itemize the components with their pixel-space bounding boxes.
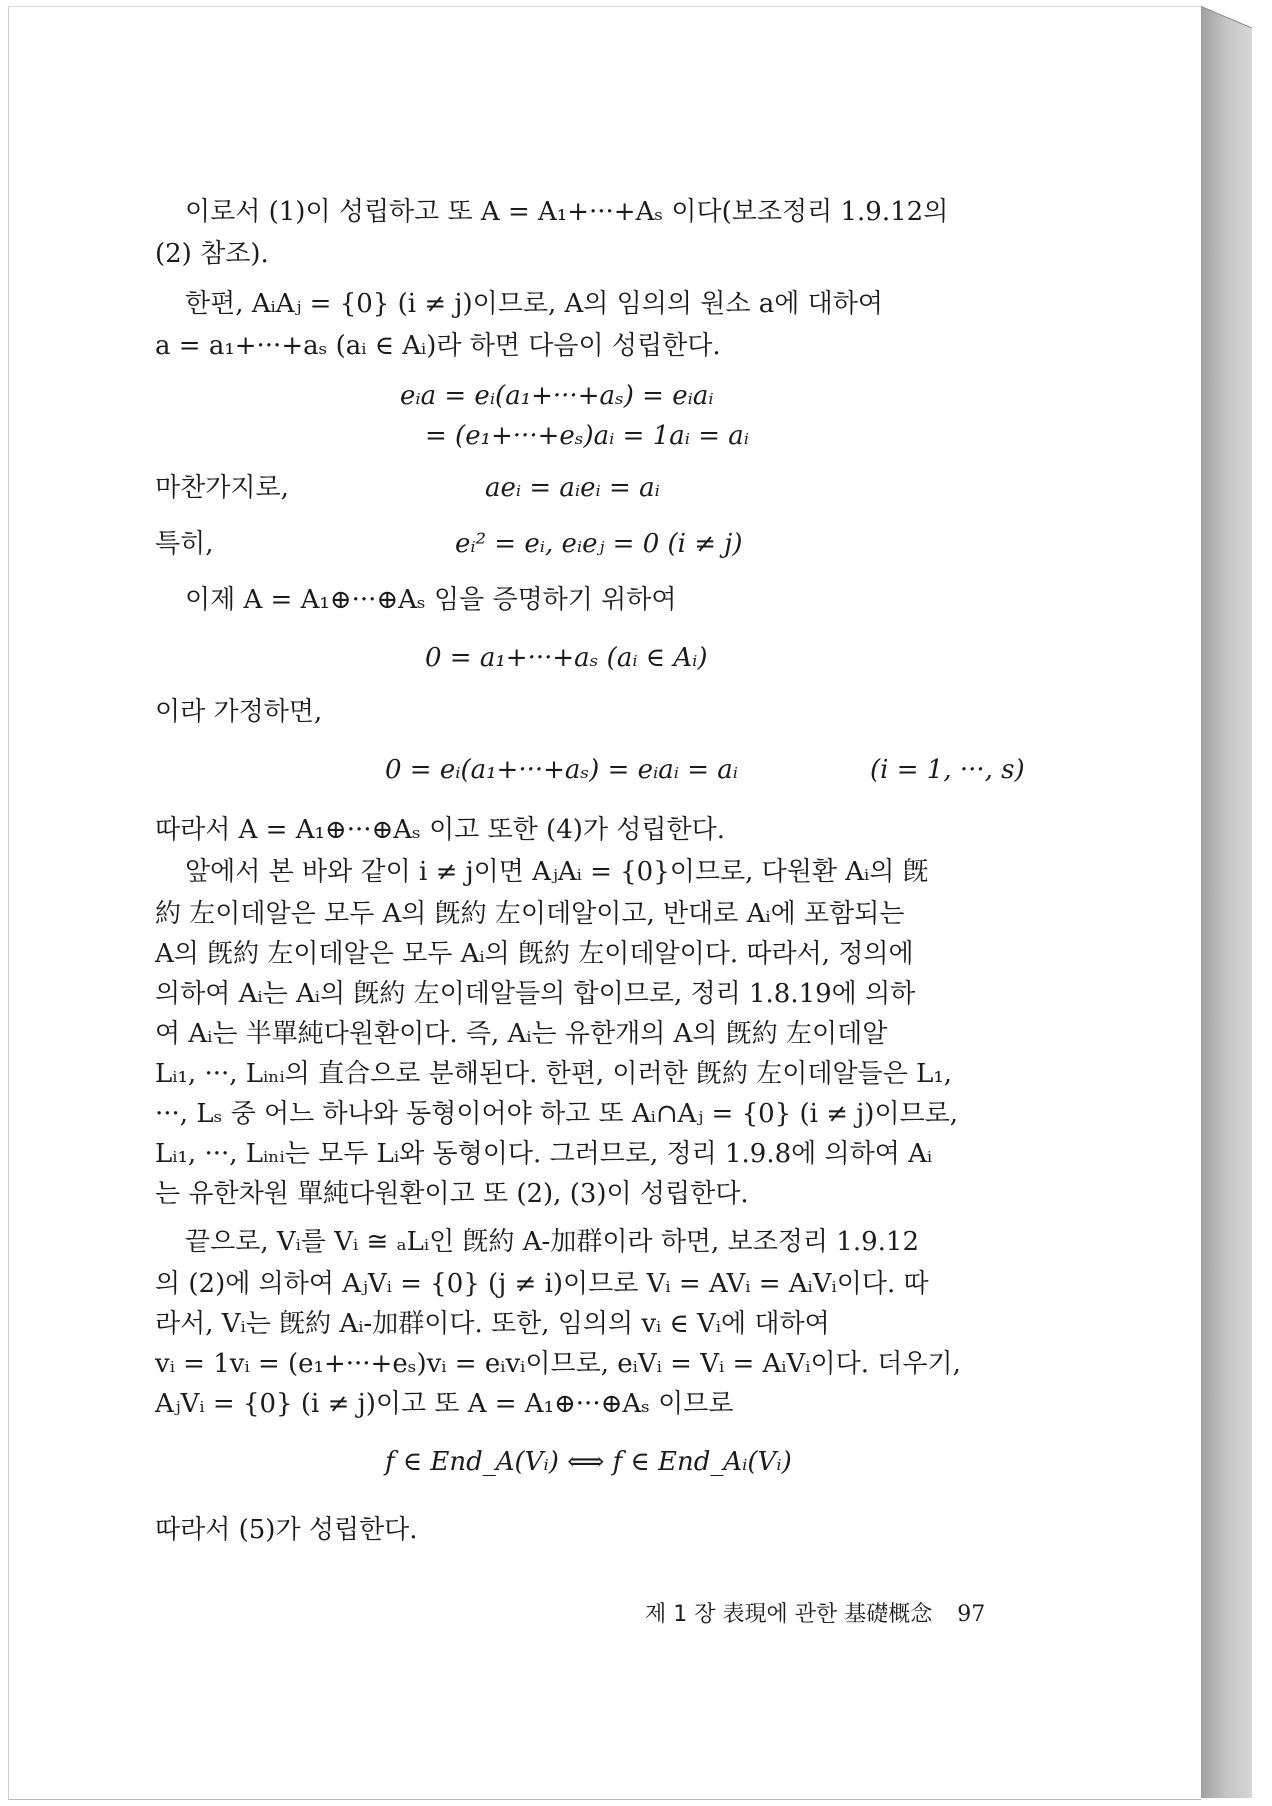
text-line: 따라서 (5)가 성립한다. (155, 1515, 418, 1545)
text-line: 따라서 A = A₁⊕···⊕Aₛ 이고 또한 (4)가 성립한다. (155, 815, 725, 845)
text-line: 約 左이데알은 모두 A의 旣約 左이데알이고, 반대로 Aᵢ에 포함되는 (155, 899, 905, 929)
book-edge-shading (1200, 6, 1252, 1798)
equation: eᵢ² = eᵢ, eᵢeⱼ = 0 (i ≠ j) (455, 529, 743, 559)
text-line: Lᵢ₁, ···, Lᵢₙᵢ의 直合으로 분해된다. 한편, 이러한 旣約 左이데알들은 L₁, (155, 1059, 953, 1089)
footer-chapter-title: 제 1 장 表現에 관한 基礎概念 (645, 1602, 933, 1627)
label-assume: 이라 가정하면, (155, 697, 323, 727)
text-line: Lᵢ₁, ···, Lᵢₙᵢ는 모두 Lᵢ와 동형이다. 그러므로, 정리 1.9.8에 의하여 Aᵢ (155, 1139, 933, 1169)
text-line: vᵢ = 1vᵢ = (e₁+···+eₛ)vᵢ = eᵢvᵢ이므로, eᵢVᵢ = Vᵢ = AᵢVᵢ이다. 더우기, (155, 1349, 961, 1379)
text-line: 여 Aᵢ는 半單純다원환이다. 즉, Aᵢ는 유한개의 A의 旣約 左이데알 (155, 1019, 888, 1049)
text-line: (2) 참조). (155, 239, 269, 269)
label-especially: 특히, (155, 529, 214, 559)
label-similarly: 마찬가지로, (155, 473, 289, 503)
text-line: 의하여 Aᵢ는 Aᵢ의 旣約 左이데알들의 합이므로, 정리 1.8.19에 의하 (155, 979, 916, 1009)
text-line: 의 (2)에 의하여 AⱼVᵢ = {0} (j ≠ i)이므로 Vᵢ = AVᵢ = AᵢVᵢ이다. 따 (155, 1269, 929, 1299)
text-line: 이제 A = A₁⊕···⊕Aₛ 임을 증명하기 위하여 (185, 585, 677, 615)
running-footer (645, 1597, 985, 1628)
text-line: 앞에서 본 바와 같이 i ≠ j이면 AⱼAᵢ = {0}이므로, 다원환 Aᵢ의 旣 (185, 857, 929, 887)
equation: aeᵢ = aᵢeᵢ = aᵢ (485, 473, 660, 503)
text-line: A의 旣約 左이데알은 모두 Aᵢ의 旣約 左이데알이다. 따라서, 정의에 (155, 939, 914, 969)
text-line: 라서, Vᵢ는 旣約 Aᵢ-加群이다. 또한, 임의의 vᵢ ∈ Vᵢ에 대하여 (155, 1309, 830, 1339)
equation-condition: (i = 1, ···, s) (870, 755, 1025, 785)
text-line: 한편, AᵢAⱼ = {0} (i ≠ j)이므로, A의 임의의 원소 a에 대하여 (185, 289, 883, 319)
equation: = (e₁+···+eₛ)aᵢ = 1aᵢ = aᵢ (425, 421, 750, 451)
text-line: a = a₁+···+aₛ (aᵢ ∈ Aᵢ)라 하면 다음이 성립한다. (155, 331, 721, 361)
equation: 0 = a₁+···+aₛ (aᵢ ∈ Aᵢ) (425, 643, 708, 673)
text-line: 끝으로, Vᵢ를 Vᵢ ≅ ₐLᵢ인 旣約 A-加群이라 하면, 보조정리 1.9.12 (185, 1227, 920, 1257)
equation: f ∈ End_A(Vᵢ) ⟺ f ∈ End_Aᵢ(Vᵢ) (385, 1447, 792, 1477)
text-line: AⱼVᵢ = {0} (i ≠ j)이고 또 A = A₁⊕···⊕Aₛ 이므로 (155, 1389, 734, 1419)
text-line: ···, Lₛ 중 어느 하나와 동형이어야 하고 또 Aᵢ∩Aⱼ = {0} (i ≠ j)이므로, (155, 1099, 959, 1129)
page-number: 97 (957, 1602, 986, 1627)
text-line: 이로서 (1)이 성립하고 또 A = A₁+···+Aₛ 이다(보조정리 1.9.12의 (185, 197, 949, 227)
text-line: 는 유한차원 單純다원환이고 또 (2), (3)이 성립한다. (155, 1179, 749, 1209)
equation: eᵢa = eᵢ(a₁+···+aₛ) = eᵢaᵢ (400, 381, 714, 411)
equation: 0 = eᵢ(a₁+···+aₛ) = eᵢaᵢ = aᵢ (385, 755, 739, 785)
